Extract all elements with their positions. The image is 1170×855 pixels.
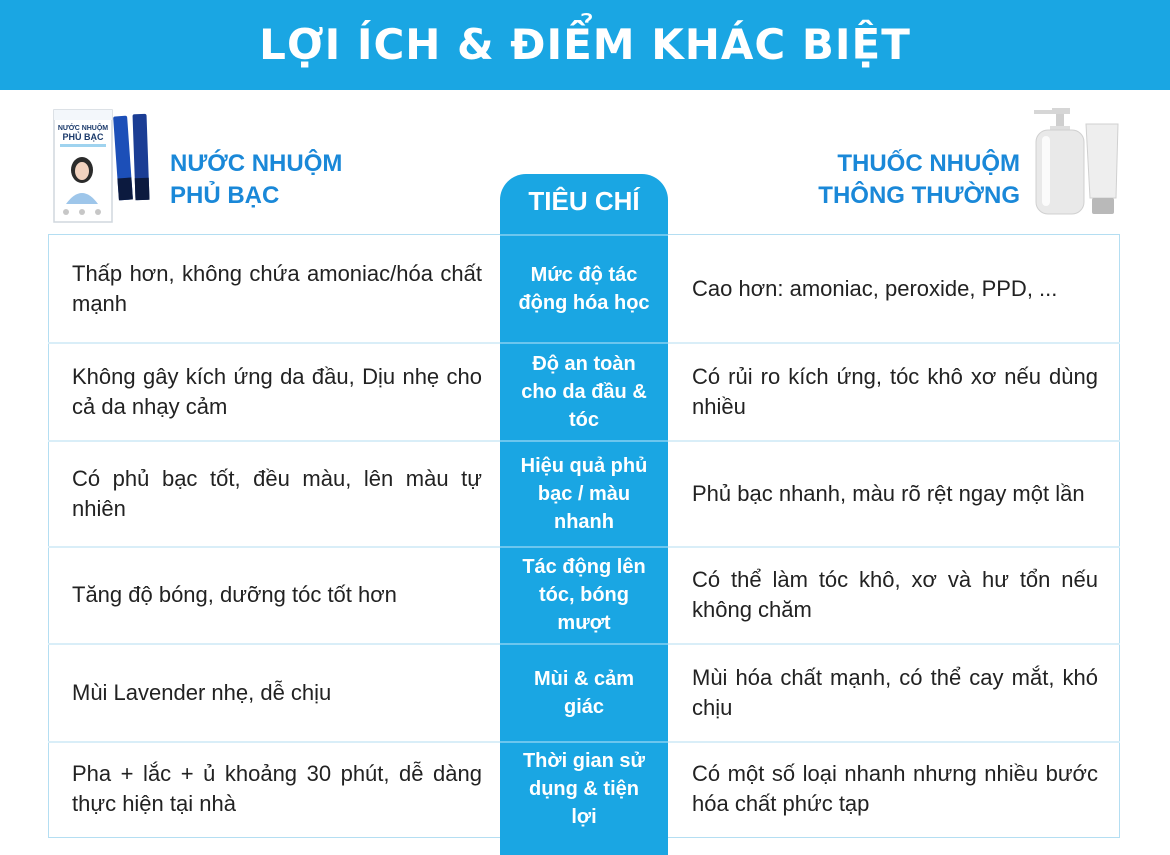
left-cell-text: Tăng độ bóng, dưỡng tóc tốt hơn: [72, 582, 397, 607]
right-title-line2: THÔNG THƯỜNG: [818, 182, 1020, 209]
left-cell-safety: [72, 343, 482, 441]
right-title-line1: THUỐC NHUỘM: [837, 150, 1020, 177]
right-cell-text: Có một số loại nhanh nhưng nhiều bước hóa chất phức tạp: [692, 761, 1098, 816]
right-cell-usage-time: [692, 740, 1098, 838]
right-cell-text: Cao hơn: amoniac, peroxide, PPD, ...: [692, 276, 1058, 301]
right-cell-scent: [692, 644, 1098, 742]
right-cell-effectiveness: [692, 445, 1098, 543]
left-cell-hair-effect: [72, 546, 482, 644]
right-cell-text: Có thể làm tóc khô, xơ và hư tổn nếu không chăm: [692, 567, 1098, 622]
pump-bottle-and-tube-image: [1030, 106, 1122, 218]
hair-dye-box-image: [52, 104, 164, 224]
right-product-title: [818, 148, 1020, 212]
header-banner: [0, 0, 1170, 90]
left-cell-usage-time: [72, 740, 482, 838]
criterion-hair-effect: [500, 546, 668, 644]
right-cell-safety: [692, 343, 1098, 441]
criterion-text: Thời gian sử dụng & tiện lợi: [522, 750, 646, 828]
criterion-usage-time: [500, 740, 668, 838]
right-cell-text: Mùi hóa chất mạnh, có thể cay mắt, khó chịu: [692, 665, 1098, 720]
right-cell-text: Phủ bạc nhanh, màu rõ rệt ngay một lần: [692, 481, 1085, 506]
criterion-safety: [500, 343, 668, 441]
left-cell-text: Thấp hơn, không chứa amoniac/hóa chất mạnh: [72, 261, 482, 316]
criterion-text: Hiệu quả phủ bạc / màu nhanh: [520, 455, 648, 533]
left-product-title: [170, 148, 342, 212]
criteria-divider: [500, 234, 668, 236]
left-cell-text: Mùi Lavender nhẹ, dễ chịu: [72, 680, 332, 705]
criteria-header: TIÊU CHÍ: [528, 186, 640, 216]
criterion-chemical-impact: [500, 240, 668, 338]
left-cell-text: Không gây kích ứng da đầu, Dịu nhẹ cho cả da nhạy cảm: [72, 364, 482, 419]
right-cell-chemical-impact: [692, 240, 1098, 338]
svg-text:PHỦ BẠC: PHỦ BẠC: [62, 132, 104, 142]
criterion-effectiveness: [500, 445, 668, 543]
page-title: LỢI ÍCH & ĐIỂM KHÁC BIỆT: [259, 20, 911, 69]
criterion-text: Mùi & cảm giác: [533, 668, 635, 718]
left-cell-scent: [72, 644, 482, 742]
left-cell-effectiveness: [72, 445, 482, 543]
svg-text:NƯỚC NHUỘM: NƯỚC NHUỘM: [57, 125, 109, 132]
criterion-text: Độ an toàn cho da đầu & tóc: [521, 353, 647, 431]
criterion-scent: [500, 644, 668, 742]
criterion-text: Tác động lên tóc, bóng mượt: [522, 556, 646, 634]
right-cell-text: Có rủi ro kích ứng, tóc khô xơ nếu dùng nhiều: [692, 364, 1098, 419]
criterion-text: Mức độ tác động hóa học: [518, 264, 650, 314]
left-title-line1: NƯỚC NHUỘM: [170, 150, 343, 177]
left-title-line2: PHỦ BẠC: [170, 182, 280, 209]
left-cell-text: Pha + lắc + ủ khoảng 30 phút, dễ dàng thực hiện tại nhà: [72, 761, 482, 816]
left-cell-text: Có phủ bạc tốt, đều màu, lên màu tự nhiên: [72, 466, 482, 521]
left-cell-chemical-impact: [72, 240, 482, 338]
right-cell-hair-effect: [692, 546, 1098, 644]
